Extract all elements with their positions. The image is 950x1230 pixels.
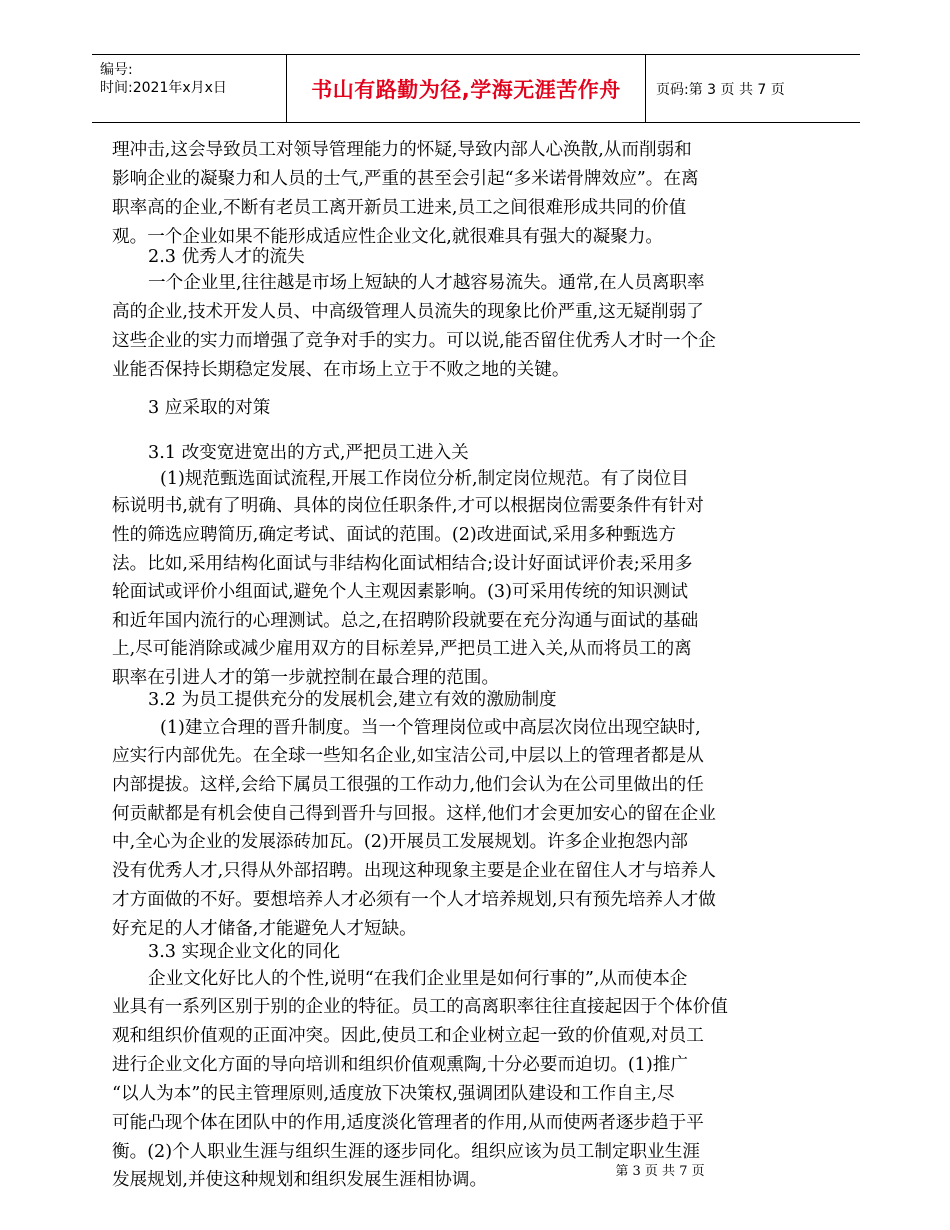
paragraph-line: 内部提拔。这样,会给下属员工很强的工作动力,他们会认为在公司里做出的任 (112, 775, 704, 795)
paragraph-line: 应实行内部优先。在全球一些知名企业,如宝洁公司,中层以上的管理者都是从 (112, 746, 704, 766)
header-motto: 书山有路勤为径,学海无涯苦作舟 (311, 77, 621, 102)
section-heading-3-1: 3.1 改变宽进宽出的方式,严把员工进入关 (148, 443, 469, 463)
paragraph-line: 业具有一系列区别于别的企业的特征。员工的高离职率往往直接起因于个体价值 (112, 997, 728, 1017)
document-number-label: 编号: (100, 62, 133, 78)
paragraph-line: 职率在引进人才的第一步就控制在最合理的范围。 (112, 668, 500, 688)
paragraph-line: 性的筛选应聘简历,确定考试、面试的范围。(2)改进面试,采用多种甄选方 (112, 525, 676, 545)
paragraph-line: 业能否保持长期稳定发展、在市场上立于不败之地的关键。 (112, 360, 570, 380)
section-heading-3-2: 3.2 为员工提供充分的发展机会,建立有效的激励制度 (148, 690, 557, 710)
page-footer (0, 1160, 950, 1179)
paragraph-line: 才方面做的不好。要想培养人才必须有一个人才培养规划,只有预先培养人才做 (112, 890, 716, 910)
paragraph-line: (1)建立合理的晋升制度。当一个管理岗位或中高层次岗位出现空缺时, (160, 718, 701, 738)
paragraph-line: 这些企业的实力而增强了竞争对手的实力。可以说,能否留住优秀人才时一个企 (112, 331, 716, 351)
paragraph-line: 轮面试或评价小组面试,避免个人主观因素影响。(3)可采用传统的知识测试 (112, 582, 688, 602)
section-heading-3-3: 3.3 实现企业文化的同化 (148, 942, 340, 962)
paragraph-line: 没有优秀人才,只得从外部招聘。出现这种现象主要是企业在留住人才与培养人 (112, 861, 716, 881)
paragraph-line: 中,全心为企业的发展添砖加瓦。(2)开展员工发展规划。许多企业抱怨内部 (112, 832, 688, 852)
page-header (92, 54, 860, 123)
paragraph-line: 进行企业文化方面的导向培训和组织价值观熏陶,十分必要而迫切。(1)推广 (112, 1055, 688, 1075)
paragraph-line: 何贡献都是有机会使自己得到晋升与回报。这样,他们才会更加安心的留在企业 (112, 804, 716, 824)
paragraph-line: 观。一个企业如果不能形成适应性企业文化,就很难具有强大的凝聚力。 (112, 227, 664, 247)
paragraph-line: 衡。(2)个人职业生涯与组织生涯的逐步同化。组织应该为员工制定职业生涯 (112, 1142, 700, 1162)
paragraph-line: 法。比如,采用结构化面试与非结构化面试相结合;设计好面试评价表;采用多 (112, 554, 693, 574)
paragraph-line: 高的企业,技术开发人员、中高级管理人员流失的现象比价严重,这无疑削弱了 (112, 302, 704, 322)
paragraph-line: “以人为本”的民主管理原则,适度放下决策权,强调团队建设和工作自主,尽 (112, 1084, 675, 1104)
paragraph-line: 企业文化好比人的个性,说明“在我们企业里是如何行事的”,从而使本企 (148, 969, 688, 989)
header-page-number: 页码:第 3 页 共 7 页 (656, 81, 785, 98)
footer-page-number: 第 3 页 共 7 页 (615, 1164, 705, 1179)
paragraph-line: 可能凸现个体在团队中的作用,适度淡化管理者的作用,从而使两者逐步趋于平 (112, 1113, 704, 1133)
paragraph-line: 标说明书,就有了明确、具体的岗位任职条件,才可以根据岗位需要条件有针对 (112, 496, 704, 516)
paragraph-line: 好充足的人才储备,才能避免人才短缺。 (112, 919, 417, 939)
paragraph-line: 观和组织价值观的正面冲突。因此,使员工和企业树立起一致的价值观,对员工 (112, 1026, 704, 1046)
paragraph-line: 和近年国内流行的心理测试。总之,在招聘阶段就要在充分沟通与面试的基础 (112, 611, 699, 631)
date-label: 时间:2021年x月x日 (100, 80, 227, 96)
paragraph-line: 职率高的企业,不断有老员工离开新员工进来,员工之间很难形成共同的价值 (112, 198, 687, 218)
header-motto-cell (286, 55, 646, 122)
paragraph-line: 理冲击,这会导致员工对领导管理能力的怀疑,导致内部人心涣散,从而削弱和 (112, 140, 692, 160)
paragraph-line: (1)规范甄选面试流程,开展工作岗位分析,制定岗位规范。有了岗位目 (160, 469, 689, 489)
section-heading-2-3: 2.3 优秀人才的流失 (148, 247, 305, 267)
paragraph-line: 发展规划,并使这种规划和组织发展生涯相协调。 (112, 1170, 488, 1190)
paragraph-line: 一个企业里,往往越是市场上短缺的人才越容易流失。通常,在人员离职率 (148, 273, 705, 293)
paragraph-line: 影响企业的凝聚力和人员的士气,严重的甚至会引起“多米诺骨牌效应”。在离 (112, 169, 699, 189)
section-heading-3: 3 应采取的对策 (148, 398, 271, 418)
header-info (92, 55, 286, 122)
paragraph-line: 上,尽可能消除或减少雇用双方的目标差异,严把员工进入关,从而将员工的离 (112, 639, 692, 659)
